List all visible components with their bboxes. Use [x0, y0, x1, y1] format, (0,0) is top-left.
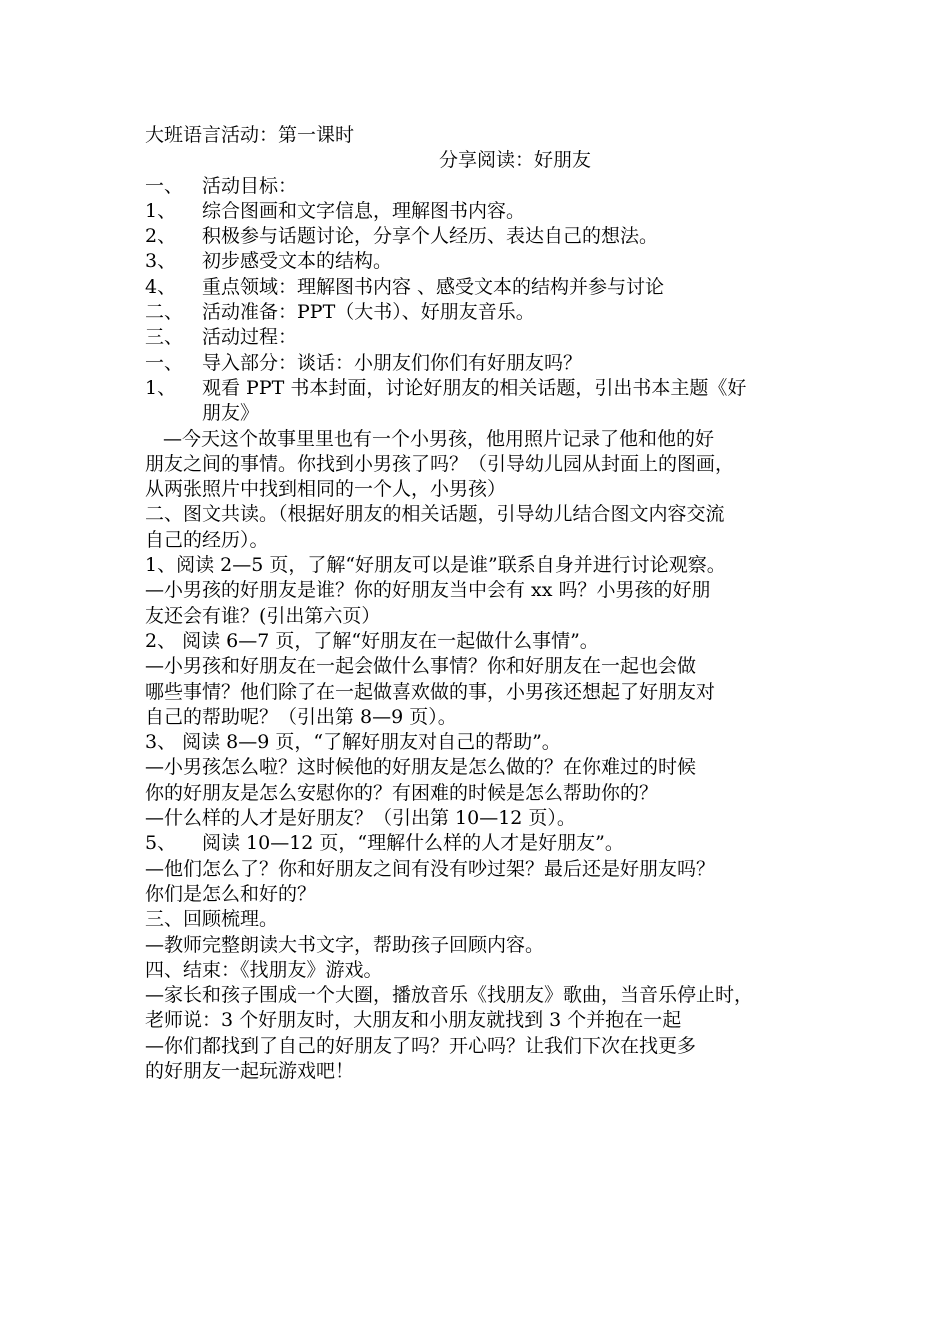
- paragraph-line: 朋友之间的事情。你找到小男孩了吗？（引导幼儿园从封面上的图画，: [145, 452, 735, 475]
- paragraph-line: 从两张照片中找到相同的一个人，小男孩）: [145, 478, 507, 501]
- list-number: 3、: [145, 250, 177, 273]
- paragraph-line: 友还会有谁？(引出第六页）: [145, 604, 381, 627]
- list-text: 综合图画和文字信息，理解图书内容。: [202, 199, 526, 222]
- list-text: 阅读 10—12 页，“理解什么样的人才是好朋友”。: [202, 832, 624, 855]
- paragraph-line: 你们是怎么和好的？: [145, 882, 317, 905]
- list-number: 三、: [145, 326, 184, 349]
- list-number: 一、: [145, 351, 184, 374]
- paragraph-line: 哪些事情？他们除了在一起做喜欢做的事，小男孩还想起了好朋友对: [145, 680, 716, 703]
- list-item: [145, 275, 825, 300]
- paragraph-line: 老师说：3 个好朋友时，大朋友和小朋友就找到 3 个并抱在一起: [145, 1009, 682, 1032]
- list-item: [145, 831, 825, 856]
- list-text: 活动过程：: [202, 326, 298, 349]
- list-item-continued: [145, 401, 825, 426]
- list-text: 积极参与话题讨论，分享个人经历、表达自己的想法。: [202, 225, 659, 248]
- paragraph-line: 2、 阅读 6—7 页，了解“好朋友在一起做什么事情”。: [145, 629, 599, 652]
- list-number: 1、: [145, 376, 177, 399]
- paragraph-line: —什么样的人才是好朋友？（引出第 10—12 页）。: [145, 807, 576, 830]
- list-number: 2、: [145, 225, 177, 248]
- paragraph-line: —你们都找到了自己的好朋友了吗？开心吗？让我们下次在找更多: [145, 1034, 697, 1057]
- paragraph-line: 自己的帮助呢？（引出第 8—9 页）。: [145, 705, 457, 728]
- list-number: 4、: [145, 275, 177, 298]
- list-number: 5、: [145, 832, 177, 855]
- paragraph-line: 你的好朋友是怎么安慰你的？有困难的时候是怎么帮助你的？: [145, 781, 659, 804]
- section-heading: 二、图文共读。（根据好朋友的相关话题，引导幼儿结合图文内容交流: [145, 503, 725, 526]
- paragraph-line: 3、 阅读 8—9 页，“了解好朋友对自己的帮助”。: [145, 731, 561, 754]
- paragraph-line: —他们怎么了？你和好朋友之间有没有吵过架？最后还是好朋友吗？: [145, 857, 716, 880]
- section-heading: 三、回顾梳理。: [145, 908, 279, 931]
- list-item: [145, 376, 825, 401]
- list-text: 活动准备：PPT（大书）、好朋友音乐。: [202, 301, 535, 324]
- list-text: 初步感受文本的结构。: [202, 250, 393, 273]
- paragraph-line: —家长和孩子围成一个大圈，播放音乐《找朋友》歌曲，当音乐停止时，: [145, 984, 754, 1007]
- list-item: [145, 174, 825, 199]
- list-item: [145, 199, 825, 224]
- list-text: 重点领域：理解图书内容 、感受文本的结构并参与讨论: [202, 275, 665, 298]
- paragraph-line: —小男孩的好朋友是谁？你的好朋友当中会有 xx 吗？小男孩的好朋: [145, 579, 711, 602]
- list-number: 1、: [145, 199, 177, 222]
- list-item: [145, 300, 825, 325]
- paragraph-line: —今天这个故事里里也有一个小男孩，他用照片记录了他和他的好: [163, 427, 715, 450]
- list-number: 一、: [145, 174, 184, 197]
- document-page: [145, 123, 825, 1084]
- paragraph-line: 自己的经历）。: [145, 528, 269, 551]
- list-item: [145, 325, 825, 350]
- list-number: 二、: [145, 301, 184, 324]
- list-text: 导入部分：谈话：小朋友们你们有好朋友吗？: [202, 351, 583, 374]
- document-subtitle: 分享阅读：好朋友: [438, 149, 591, 172]
- list-item: [145, 249, 825, 274]
- section-heading: 四、结束：《找朋友》游戏。: [145, 958, 383, 981]
- paragraph-line: 的好朋友一起玩游戏吧！: [145, 1059, 355, 1082]
- paragraph-line: —小男孩怎么啦？这时候他的好朋友是怎么做的？在你难过的时候: [145, 756, 697, 779]
- paragraph-line: —小男孩和好朋友在一起会做什么事情？你和好朋友在一起也会做: [145, 655, 697, 678]
- list-text: 朋友》: [202, 402, 260, 425]
- document-title: 大班语言活动：第一课时: [145, 124, 355, 146]
- list-item: [145, 224, 825, 249]
- list-item: [145, 351, 825, 376]
- paragraph-line: —教师完整朗读大书文字，帮助孩子回顾内容。: [145, 933, 545, 956]
- list-text: 活动目标：: [202, 174, 298, 197]
- list-text: 观看 PPT 书本封面，讨论好朋友的相关话题，引出书本主题《好: [202, 376, 747, 399]
- paragraph-line: 1、阅读 2—5 页，了解“好朋友可以是谁”联系自身并进行讨论观察。: [145, 554, 726, 577]
